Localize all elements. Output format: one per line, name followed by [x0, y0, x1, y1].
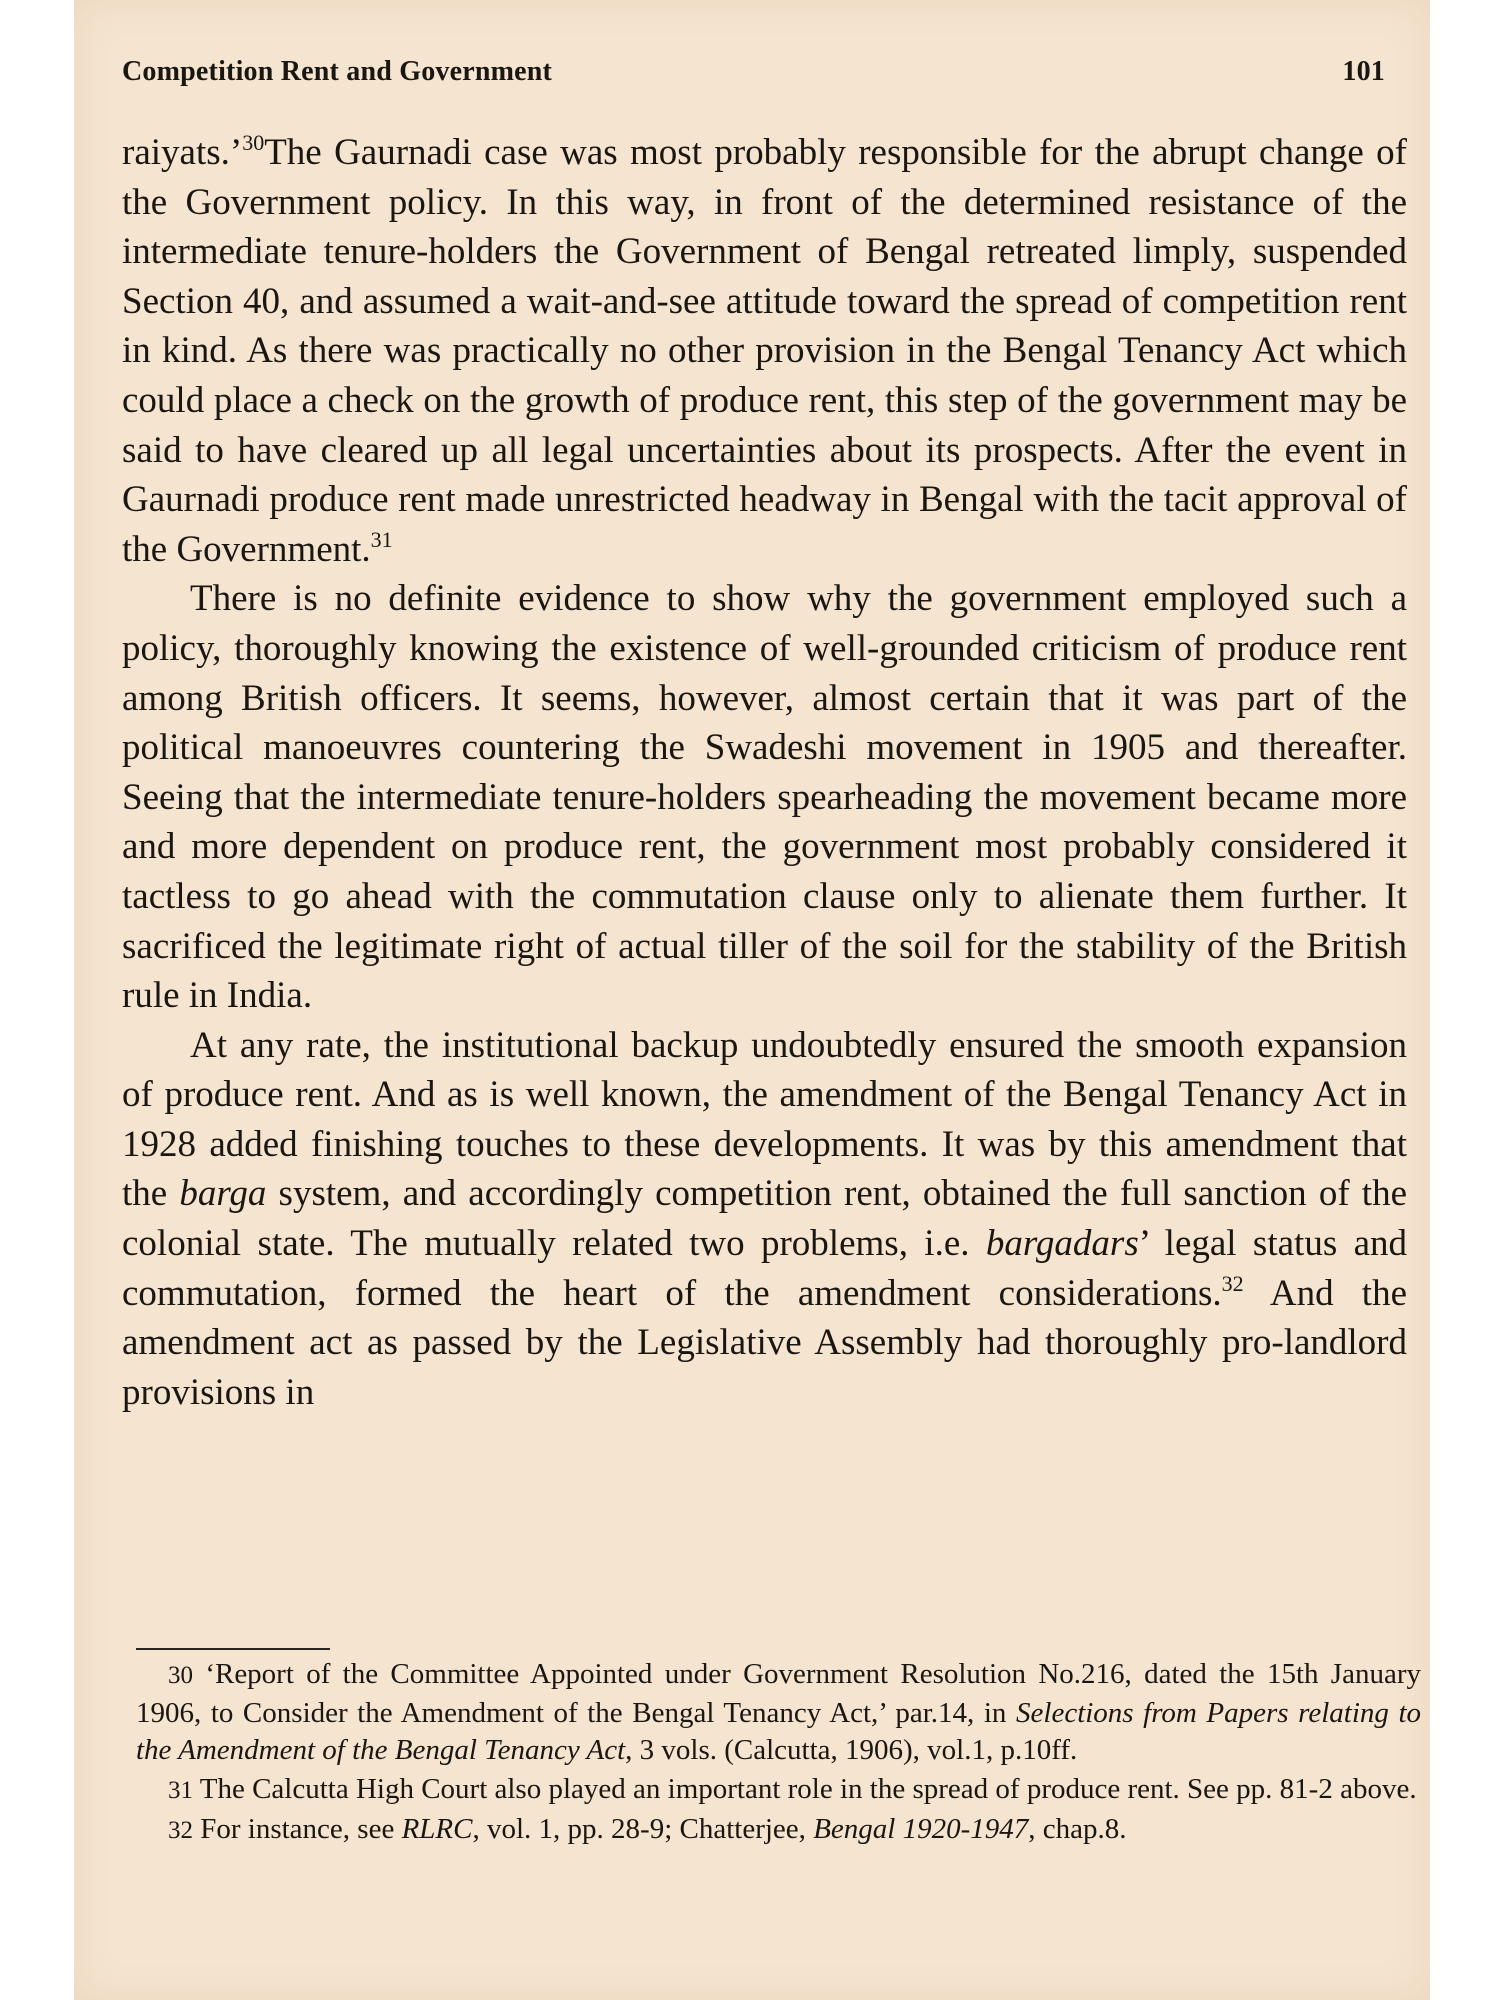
footnote-divider — [136, 1648, 330, 1650]
paragraph-1 — [122, 128, 1407, 574]
page-number: 101 — [1342, 56, 1385, 87]
footnotes — [136, 1656, 1421, 1851]
footnote-32 — [136, 1811, 1421, 1850]
footnote-ref-32: 32 — [1221, 1270, 1244, 1296]
footnote-32-text-c: , chap.8. — [1028, 1813, 1127, 1845]
paragraph-3-text-c: ’ legal status and commutation, formed the heart of the amendment considerations. — [122, 1223, 1408, 1314]
footnote-ref-31: 31 — [370, 526, 393, 552]
footnote-32-rlrc: RLRC — [401, 1813, 473, 1845]
body-text — [122, 128, 1407, 1417]
footnote-32-text-b: , vol. 1, pp. 28-9; Chatterjee, — [472, 1813, 806, 1845]
footnote-32-book: Bengal 1920-1947 — [813, 1813, 1029, 1845]
paragraph-3-text-b: system, and accordingly competition rent, obtained the full sanction of the colonial state. The mutually related two problems, i.e. — [122, 1173, 1408, 1265]
footnote-31-number: 31 — [168, 1777, 193, 1804]
footnote-30-title: Selections from Papers relating to the Amendment of the Bengal Tenancy Act — [136, 1696, 1422, 1766]
paragraph-3-text-a: At any rate, the institutional backup undoubtedly ensured the smooth expansion of produce rent. And as is well known, the amendment of the Bengal Tenancy Act in 1928 added finishing touches to these developments. It was by this amendment that the — [122, 1024, 1407, 1215]
term-barga: barga — [179, 1173, 267, 1215]
paragraph-3 — [122, 1021, 1407, 1418]
footnote-32-number: 32 — [168, 1817, 193, 1844]
running-title: Competition Rent and Government — [122, 56, 553, 87]
footnote-30-text-a: ‘Report of the Committee Appointed under Government Resolution No.216, dated the 15th January 1906, to Consider the Amendment of the Bengal Tenancy Act,’ par.14, in — [136, 1658, 1421, 1729]
paragraph-1-text-b: The Gaurnadi case was most probably responsible for the abrupt change of the Government policy. In this way, in front of the determined resistance of the intermediate tenure-holders the Government of Bengal retreated limply, suspended Section 40, and assumed a wait-and-see attitude toward the spread of competition rent in kind. As there was practically no other provision in the Bengal Tenancy Act which could place a check on the growth of produce rent, this step of the government may be said to have cleared up all legal uncertainties about its prospects. After the event in Gaurnadi produce rent made unrestricted headway in Bengal with the tacit approval of the Government. — [122, 132, 1407, 570]
paragraph-3-text-d: And the amendment act as passed by the Legislative Assembly had thoroughly pro-landlord provisions in — [122, 1272, 1407, 1413]
footnote-31-text: The Calcutta High Court also played an important role in the spread of produce rent. See pp. 81-2 above. — [199, 1773, 1417, 1805]
footnote-30-text-b: , 3 vols. (Calcutta, 1906), vol.1, p.10ff. — [625, 1734, 1078, 1766]
footnote-30 — [136, 1656, 1421, 1770]
footnote-30-number: 30 — [168, 1662, 193, 1689]
term-bargadars: bargadars — [985, 1223, 1139, 1265]
paragraph-1-text-a: raiyats.’ — [122, 132, 243, 173]
footnote-31 — [136, 1771, 1421, 1810]
paragraph-2: There is no definite evidence to show why the government employed such a policy, thoroughly knowing the existence of well-grounded criticism of produce rent among British officers. It seems, however, almost certain that it was part of the political manoeuvres countering the Swadeshi movement in 1905 and thereafter. Seeing that the intermediate tenure-holders spearheading the movement became more and more dependent on produce rent, the government most probably considered it tactless to go ahead with the commutation clause only to alienate them further. It sacrificed the legitimate right of actual tiller of the soil for the stability of the British rule in India. — [122, 578, 1407, 1017]
footnote-ref-30: 30 — [242, 130, 265, 155]
footnote-32-text-a: For instance, see — [200, 1813, 395, 1845]
